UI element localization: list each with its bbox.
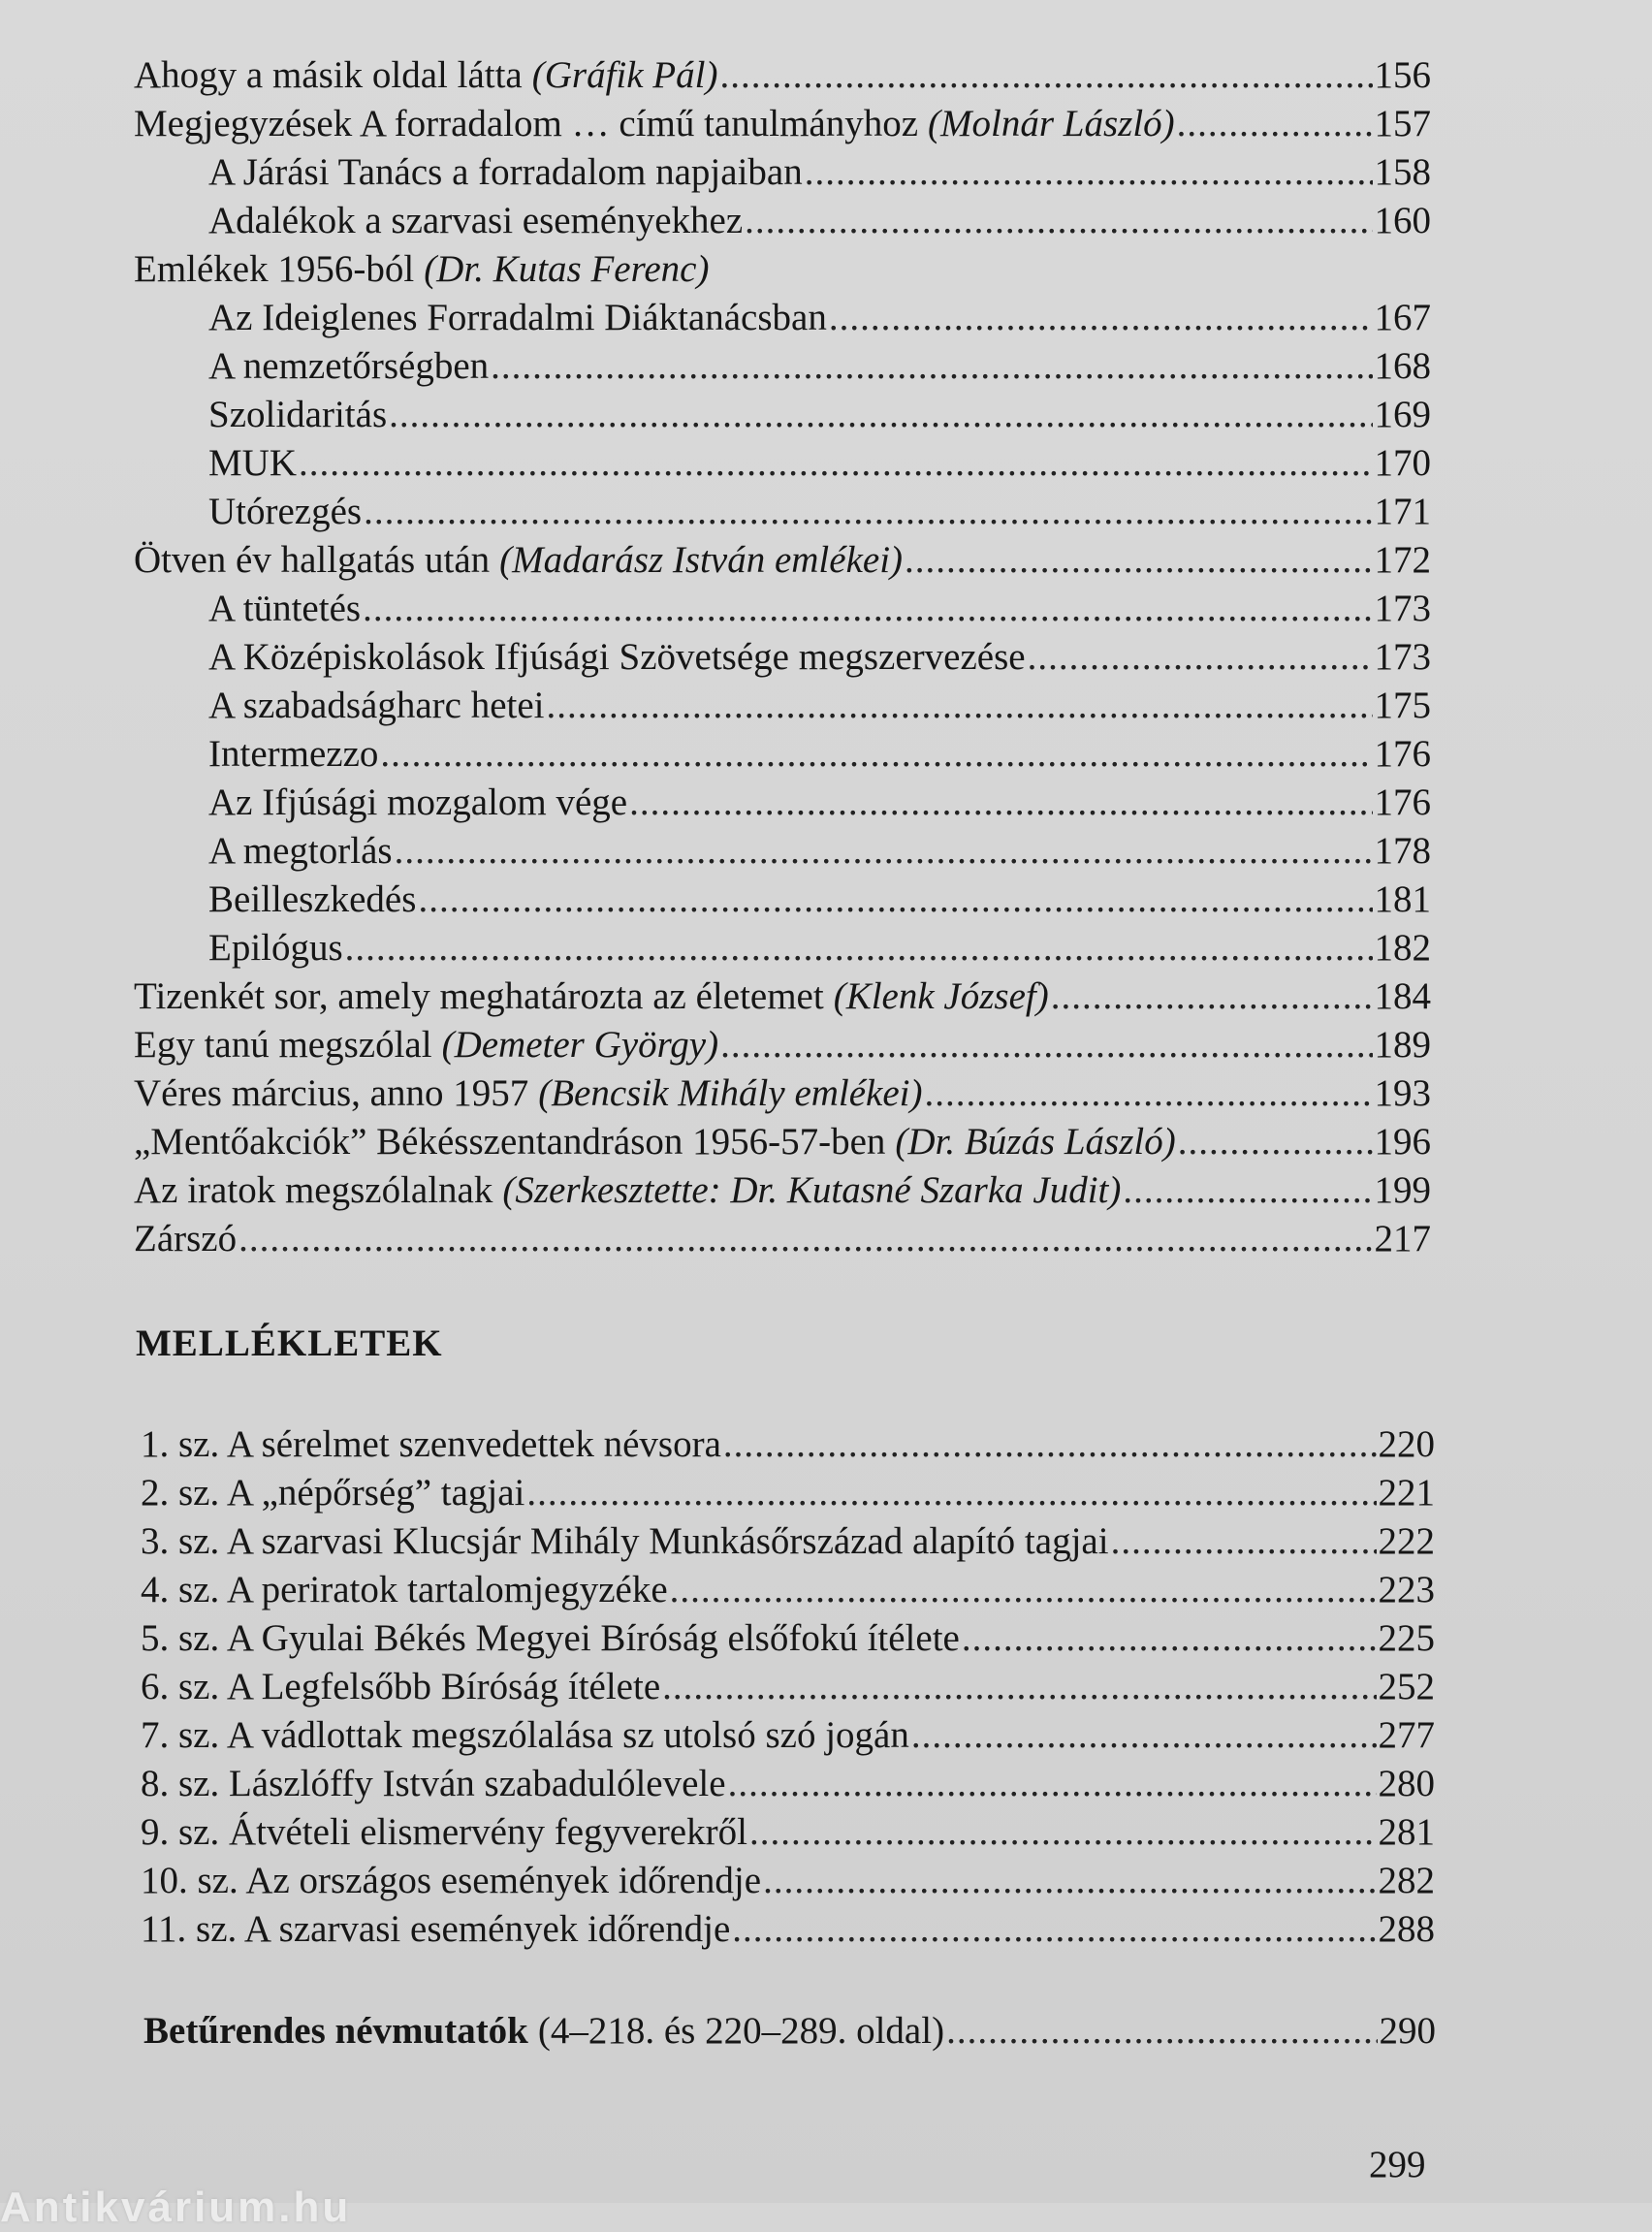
toc-entry-page: 199 bbox=[1374, 1169, 1431, 1211]
toc-entry-title: Intermezzo bbox=[208, 733, 379, 775]
toc-entry bbox=[134, 51, 1431, 100]
dot-leader bbox=[723, 1420, 1377, 1469]
toc-entry bbox=[208, 342, 1431, 391]
toc-entry-author: (Demeter György) bbox=[441, 1024, 719, 1066]
toc-entry bbox=[208, 730, 1431, 779]
toc-entry bbox=[134, 536, 1431, 585]
toc-entry-page: 173 bbox=[1374, 636, 1431, 678]
toc-entry bbox=[134, 1166, 1431, 1215]
toc-entry bbox=[208, 439, 1431, 488]
toc-entry-page: 196 bbox=[1374, 1121, 1431, 1163]
appendix-entry-page: 281 bbox=[1378, 1811, 1435, 1853]
dot-leader bbox=[962, 1614, 1377, 1663]
toc-entry-author: (Molnár László) bbox=[928, 103, 1175, 144]
toc-entry-page: 172 bbox=[1374, 539, 1431, 581]
appendix-entry bbox=[141, 1857, 1435, 1905]
appendix-entry bbox=[141, 1808, 1435, 1857]
toc-entry-page: 182 bbox=[1374, 927, 1431, 969]
toc-entry-page: 176 bbox=[1374, 781, 1431, 823]
toc-entry bbox=[208, 779, 1431, 827]
page-number: 299 bbox=[1369, 2144, 1426, 2185]
appendix-entry bbox=[141, 1517, 1435, 1566]
appendix-entry-page: 225 bbox=[1378, 1617, 1435, 1659]
toc-entry-title: Véres március, anno 1957 bbox=[134, 1072, 529, 1114]
dot-leader bbox=[732, 1905, 1376, 1954]
dot-leader bbox=[395, 827, 1373, 876]
toc-entry-title: Beilleszkedés bbox=[208, 878, 417, 920]
toc-entry bbox=[208, 391, 1431, 439]
dot-leader bbox=[1178, 1118, 1373, 1166]
dot-leader bbox=[946, 2007, 1377, 2056]
appendix-entry-title: 9. sz. Átvételi elismervény fegyverekről bbox=[141, 1811, 747, 1853]
toc-entry-title: A nemzetőrségben bbox=[208, 345, 490, 387]
dot-leader bbox=[670, 1566, 1377, 1614]
toc-entry-title: Ötven év hallgatás után bbox=[134, 539, 491, 581]
dot-leader bbox=[345, 924, 1373, 973]
dot-leader bbox=[491, 342, 1372, 391]
appendix-entry-title: 5. sz. A Gyulai Békés Megyei Bíróság elsőfokú ítélete bbox=[141, 1617, 960, 1659]
toc-section-heading bbox=[134, 245, 709, 294]
toc-entry-title: Szolidaritás bbox=[208, 394, 388, 435]
appendix-entry-page: 288 bbox=[1378, 1908, 1435, 1950]
dot-leader bbox=[629, 779, 1372, 827]
appendix-entry-title: 1. sz. A sérelmet szenvedettek névsora bbox=[141, 1423, 721, 1465]
toc-entry-page: 168 bbox=[1374, 345, 1431, 387]
appendix-entry-title: 11. sz. A szarvasi események időrendje bbox=[141, 1908, 731, 1950]
dot-leader bbox=[911, 1711, 1377, 1760]
toc-entry bbox=[134, 973, 1431, 1021]
toc-entry-title: Zárszó bbox=[134, 1218, 238, 1259]
dot-leader bbox=[925, 1069, 1373, 1118]
toc-entry-page: 167 bbox=[1374, 297, 1431, 338]
toc-entry-author: (Szerkesztette: Dr. Kutasné Szarka Judit) bbox=[502, 1169, 1122, 1211]
toc-entry bbox=[208, 876, 1431, 924]
dot-leader bbox=[745, 197, 1372, 245]
dot-leader bbox=[389, 391, 1372, 439]
dot-leader bbox=[719, 51, 1372, 100]
toc-entry-title: A tüntetés bbox=[208, 588, 362, 629]
toc-entry-page: 175 bbox=[1374, 685, 1431, 726]
toc-entry bbox=[208, 633, 1431, 682]
toc-entry bbox=[134, 100, 1431, 148]
dot-leader bbox=[1123, 1166, 1372, 1215]
dot-leader bbox=[728, 1760, 1377, 1808]
toc-entry-title: „Mentőakciók” Békésszentandráson 1956-57-ben bbox=[134, 1121, 886, 1163]
dot-leader bbox=[299, 439, 1372, 488]
toc-entry-page: 181 bbox=[1374, 878, 1431, 920]
toc-entry-title: Utórezgés bbox=[208, 491, 363, 532]
toc-entry bbox=[208, 197, 1431, 245]
toc-entry-page: 158 bbox=[1374, 151, 1431, 193]
appendix-entry-title: 2. sz. A „népőrség” tagjai bbox=[141, 1472, 525, 1514]
toc-entry-title: Epilógus bbox=[208, 927, 343, 969]
toc-entry-title: A megtorlás bbox=[208, 830, 393, 872]
appendix-entry-title: 7. sz. A vádlottak megszólalása sz utolsó szó jogán bbox=[141, 1714, 909, 1756]
toc-entry-author: (Dr. Búzás László) bbox=[895, 1121, 1176, 1163]
toc-entry-title: Tizenkét sor, amely meghatározta az életemet bbox=[134, 975, 824, 1017]
toc-entry-title: A Járási Tanács a forradalom napjaiban bbox=[208, 151, 803, 193]
dot-leader bbox=[662, 1663, 1376, 1711]
dot-leader bbox=[364, 488, 1372, 536]
toc-entry bbox=[134, 1021, 1431, 1069]
toc-entry bbox=[208, 585, 1431, 633]
toc-entry-author: (Klenk József) bbox=[833, 975, 1049, 1017]
toc-entry-title: Ahogy a másik oldal látta bbox=[134, 54, 523, 96]
toc-entry-author: (Gráfik Pál) bbox=[531, 54, 718, 96]
appendix-entry-page: 220 bbox=[1378, 1423, 1435, 1465]
index-entry-detail: (4–218. és 220–289. oldal) bbox=[537, 2010, 945, 2052]
dot-leader bbox=[418, 876, 1372, 924]
toc-entry-page: 171 bbox=[1374, 491, 1431, 532]
appendix-entry-title: 4. sz. A periratok tartalomjegyzéke bbox=[141, 1569, 668, 1610]
appendix-entry-page: 282 bbox=[1378, 1860, 1435, 1901]
toc-entry-page: 157 bbox=[1374, 103, 1431, 144]
dot-leader bbox=[763, 1857, 1376, 1905]
toc-entry bbox=[208, 148, 1431, 197]
index-entry-page: 290 bbox=[1379, 2010, 1436, 2052]
watermark: Antikvárium.hu bbox=[0, 2184, 352, 2231]
toc-entry-author: (Bencsik Mihály emlékei) bbox=[538, 1072, 923, 1114]
dot-leader bbox=[805, 148, 1373, 197]
appendix-entry-page: 277 bbox=[1378, 1714, 1435, 1756]
toc-entry-page: 217 bbox=[1374, 1218, 1431, 1259]
toc-entry-title: A Középiskolások Ifjúsági Szövetsége megszervezése bbox=[208, 636, 1026, 678]
appendix-entry-page: 223 bbox=[1378, 1569, 1435, 1610]
toc-entry-page: 170 bbox=[1374, 442, 1431, 484]
toc-entry-title: Emlékek 1956-ból bbox=[134, 248, 415, 290]
appendix-entry-title: 6. sz. A Legfelsőbb Bíróság ítélete bbox=[141, 1666, 661, 1707]
toc-entry bbox=[134, 1118, 1431, 1166]
toc-entry bbox=[134, 1069, 1431, 1118]
appendix-entry bbox=[141, 1760, 1435, 1808]
toc-entry bbox=[208, 682, 1431, 730]
appendix-entry-title: 8. sz. Lászlóffy István szabadulólevele bbox=[141, 1763, 726, 1804]
toc-entry-title: Adalékok a szarvasi eseményekhez bbox=[208, 200, 744, 241]
toc-entry bbox=[208, 294, 1431, 342]
dot-leader bbox=[749, 1808, 1377, 1857]
appendix-entry-page: 222 bbox=[1378, 1520, 1435, 1562]
toc-entry-page: 173 bbox=[1374, 588, 1431, 629]
toc-entry-title: Az Ideiglenes Forradalmi Diáktanácsban bbox=[208, 297, 827, 338]
appendix-entry-page: 252 bbox=[1378, 1666, 1435, 1707]
toc-entry bbox=[208, 488, 1431, 536]
dot-leader bbox=[1028, 633, 1373, 682]
dot-leader bbox=[363, 585, 1372, 633]
toc-entry-page: 160 bbox=[1374, 200, 1431, 241]
appendix-heading: MELLÉKLETEK bbox=[136, 1323, 443, 1364]
dot-leader bbox=[1051, 973, 1373, 1021]
appendix-entry-title: 3. sz. A szarvasi Klucsjár Mihály Munkásőrszázad alapító tagjai bbox=[141, 1520, 1109, 1562]
toc-entry-page: 156 bbox=[1374, 54, 1431, 96]
toc-entry-title: Az Ifjúsági mozgalom vége bbox=[208, 781, 628, 823]
toc-entry-page: 178 bbox=[1374, 830, 1431, 872]
appendix-entry bbox=[141, 1905, 1435, 1954]
appendix-entry bbox=[141, 1614, 1435, 1663]
dot-leader bbox=[1111, 1517, 1377, 1566]
appendix-entry bbox=[141, 1566, 1435, 1614]
toc-entry-page: 193 bbox=[1374, 1072, 1431, 1114]
dot-leader bbox=[526, 1469, 1376, 1517]
appendix-entry-title: 10. sz. Az országos események időrendje bbox=[141, 1860, 762, 1901]
index-entry-title: Betűrendes névmutatók bbox=[143, 2010, 528, 2052]
toc-entry-title: Megjegyzések A forradalom … című tanulmányhoz bbox=[134, 103, 919, 144]
dot-leader bbox=[380, 730, 1372, 779]
appendix-entry bbox=[141, 1469, 1435, 1517]
appendix-entry bbox=[141, 1420, 1435, 1469]
dot-leader bbox=[720, 1021, 1372, 1069]
dot-leader bbox=[1177, 100, 1373, 148]
toc-entry-page: 169 bbox=[1374, 394, 1431, 435]
toc-entry-title: MUK bbox=[208, 442, 298, 484]
appendix-entry-page: 280 bbox=[1378, 1763, 1435, 1804]
toc-entry-author: (Madarász István emlékei) bbox=[499, 539, 904, 581]
toc-entry-page: 176 bbox=[1374, 733, 1431, 775]
toc-entry bbox=[208, 827, 1431, 876]
toc-entry-title: A szabadságharc hetei bbox=[208, 685, 545, 726]
appendix-entry-page: 221 bbox=[1378, 1472, 1435, 1514]
toc-entry-title: Egy tanú megszólal bbox=[134, 1024, 432, 1066]
dot-leader bbox=[547, 682, 1373, 730]
toc-entry bbox=[208, 924, 1431, 973]
index-entry bbox=[143, 2007, 1436, 2056]
dot-leader bbox=[829, 294, 1373, 342]
toc-entry-page: 184 bbox=[1374, 975, 1431, 1017]
dot-leader bbox=[905, 536, 1372, 585]
dot-leader bbox=[238, 1215, 1372, 1263]
appendix-entry bbox=[141, 1711, 1435, 1760]
appendix-entry bbox=[141, 1663, 1435, 1711]
toc-entry bbox=[134, 1215, 1431, 1263]
toc-entry-title: Az iratok megszólalnak bbox=[134, 1169, 493, 1211]
toc-entry-page: 189 bbox=[1374, 1024, 1431, 1066]
toc-entry-author: (Dr. Kutas Ferenc) bbox=[424, 248, 710, 290]
